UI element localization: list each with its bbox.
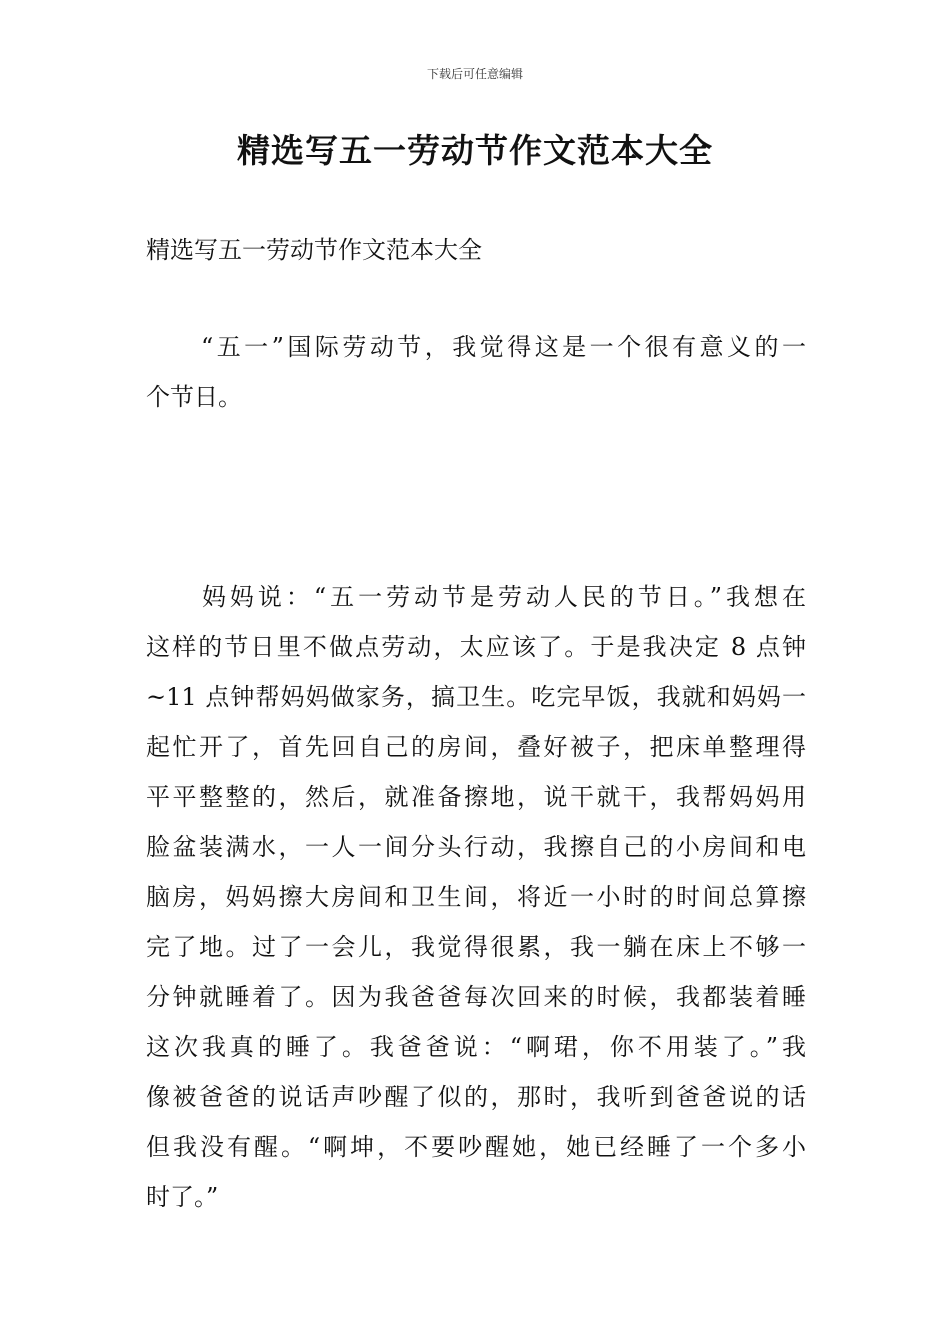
- paragraph-2-line: 但我没有醒。“啊坤，不要吵醒她，她已经睡了一个多小: [146, 1133, 806, 1161]
- paragraph-1-line: “五一”国际劳动节，我觉得这是一个很有意义的一: [146, 333, 806, 361]
- paragraph-2-line: 平平整整的，然后，就准备擦地，说干就干，我帮妈妈用: [146, 783, 806, 811]
- paragraph-2: [146, 572, 806, 1222]
- paragraph-2-line: 起忙开了，首先回自己的房间，叠好被子，把床单整理得: [146, 733, 806, 761]
- paragraph-2-line: 脸盆装满水，一人一间分头行动，我擦自己的小房间和电: [146, 833, 806, 861]
- document-title: 精选写五一劳动节作文范本大全: [237, 131, 713, 170]
- paragraph-2-line: 像被爸爸的说话声吵醒了似的，那时，我听到爸爸说的话: [146, 1083, 806, 1111]
- paragraph-2-line: 完了地。过了一会儿，我觉得很累，我一躺在床上不够一: [146, 933, 806, 961]
- page-header-note: 下载后可任意编辑: [426, 67, 523, 81]
- paragraph-2-line: 这次我真的睡了。我爸爸说：“啊珺，你不用装了。”我: [146, 1033, 806, 1061]
- paragraph-2-line: 时了。”: [146, 1183, 219, 1211]
- paragraph-1-line: 个节日。: [146, 383, 242, 411]
- paragraph-2-line: 脑房，妈妈擦大房间和卫生间，将近一小时的时间总算擦: [146, 883, 806, 911]
- paragraph-2-line: 妈妈说：“五一劳动节是劳动人民的节日。”我想在: [146, 583, 806, 611]
- paragraph-2-line: ~11 点钟帮妈妈做家务，搞卫生。吃完早饭，我就和妈妈一: [146, 683, 806, 711]
- paragraph-2-line: 分钟就睡着了。因为我爸爸每次回来的时候，我都装着睡: [146, 983, 806, 1011]
- paragraph-1: [146, 322, 806, 422]
- paragraph-2-line: 这样的节日里不做点劳动，太应该了。于是我决定 8 点钟: [146, 633, 806, 661]
- document-subtitle: 精选写五一劳动节作文范本大全: [146, 236, 482, 264]
